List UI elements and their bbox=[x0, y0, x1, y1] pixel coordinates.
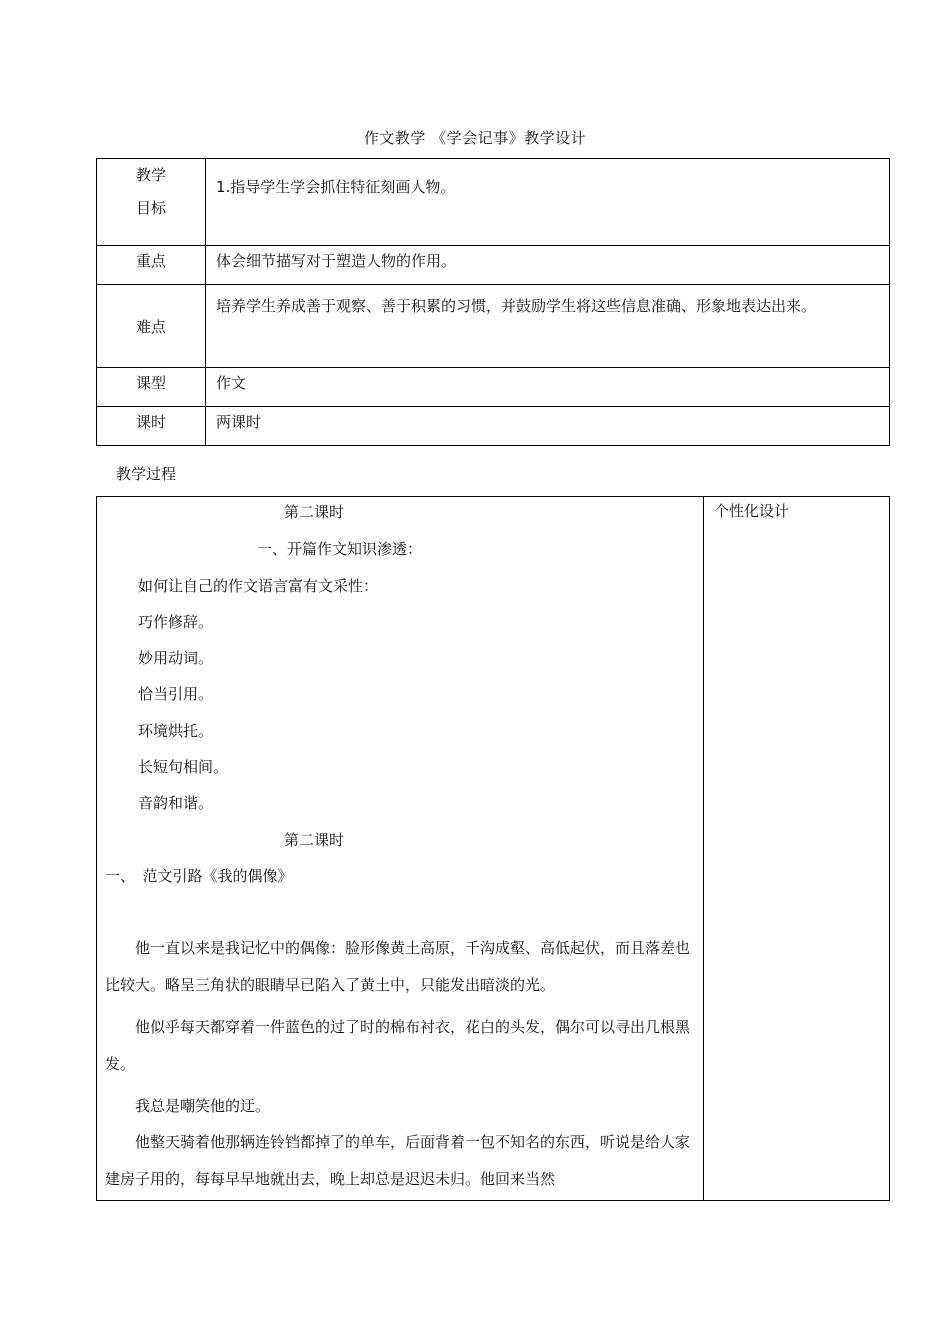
goal-value: 1.指导学生学会抓住特征刻画人物。 bbox=[206, 159, 890, 246]
lesson-heading-1: 第二课时 bbox=[284, 503, 345, 521]
goal-label bbox=[97, 159, 206, 246]
lesson-heading-2: 第二课时 bbox=[284, 831, 345, 849]
process-label: 教学过程 bbox=[116, 465, 177, 483]
goal-label-line-1: 教学 bbox=[135, 166, 166, 184]
personalized-design-column bbox=[704, 497, 890, 1201]
hours-value: 两课时 bbox=[206, 407, 890, 446]
process-main-column bbox=[97, 497, 704, 1201]
hours-label: 课时 bbox=[97, 407, 206, 446]
personalized-design-header: 个性化设计 bbox=[714, 502, 790, 520]
type-row bbox=[97, 368, 890, 407]
key-label: 重点 bbox=[97, 246, 206, 285]
lesson-info-table bbox=[96, 158, 890, 446]
difficulty-label: 难点 bbox=[97, 285, 206, 368]
key-row bbox=[97, 246, 890, 285]
intro-text: 如何让自己的作文语言富有文采性： bbox=[138, 577, 379, 595]
teaching-process-table bbox=[96, 496, 890, 1201]
section-2-title: 一、 范文引路《我的偶像》 bbox=[105, 867, 293, 885]
section-1-title: 一、开篇作文知识渗透： bbox=[257, 540, 423, 558]
tip-item: 音韵和谐。 bbox=[138, 794, 214, 812]
tip-item: 长短句相间。 bbox=[138, 758, 229, 776]
tip-item: 环境烘托。 bbox=[138, 722, 214, 740]
type-label: 课型 bbox=[97, 368, 206, 407]
tip-item: 巧作修辞。 bbox=[138, 613, 214, 631]
goal-label-line-2: 目标 bbox=[135, 199, 166, 217]
document-title: 作文教学 《学会记事》教学设计 bbox=[363, 129, 587, 147]
tip-item: 妙用动词。 bbox=[138, 649, 214, 667]
type-value: 作文 bbox=[206, 368, 890, 407]
hours-row bbox=[97, 407, 890, 446]
paragraph: 他一直以来是我记忆中的偶像：脸形像黄土高原，千沟成壑、高低起伏，而且落差也比较大。略呈三角状的眼睛早已陷入了黄土中，只能发出暗淡的光。 bbox=[105, 939, 691, 994]
difficulty-value: 培养学生养成善于观察、善于积累的习惯，并鼓励学生将这些信息准确、形象地表达出来。 bbox=[206, 285, 890, 368]
goal-row bbox=[97, 159, 890, 246]
paragraph: 他整天骑着他那辆连铃铛都掉了的单车，后面背着一包不知名的东西，听说是给人家建房子用的，每每早早地就出去，晚上却总是迟迟未归。他回来当然 bbox=[105, 1133, 691, 1188]
paragraph: 我总是嘲笑他的迂。 bbox=[135, 1097, 271, 1115]
difficulty-row bbox=[97, 285, 890, 368]
tip-item: 恰当引用。 bbox=[138, 685, 214, 703]
key-value: 体会细节描写对于塑造人物的作用。 bbox=[206, 246, 890, 285]
paragraph: 他似乎每天都穿着一件蓝色的过了时的棉布衬衣，花白的头发，偶尔可以寻出几根黑发。 bbox=[105, 1018, 691, 1073]
